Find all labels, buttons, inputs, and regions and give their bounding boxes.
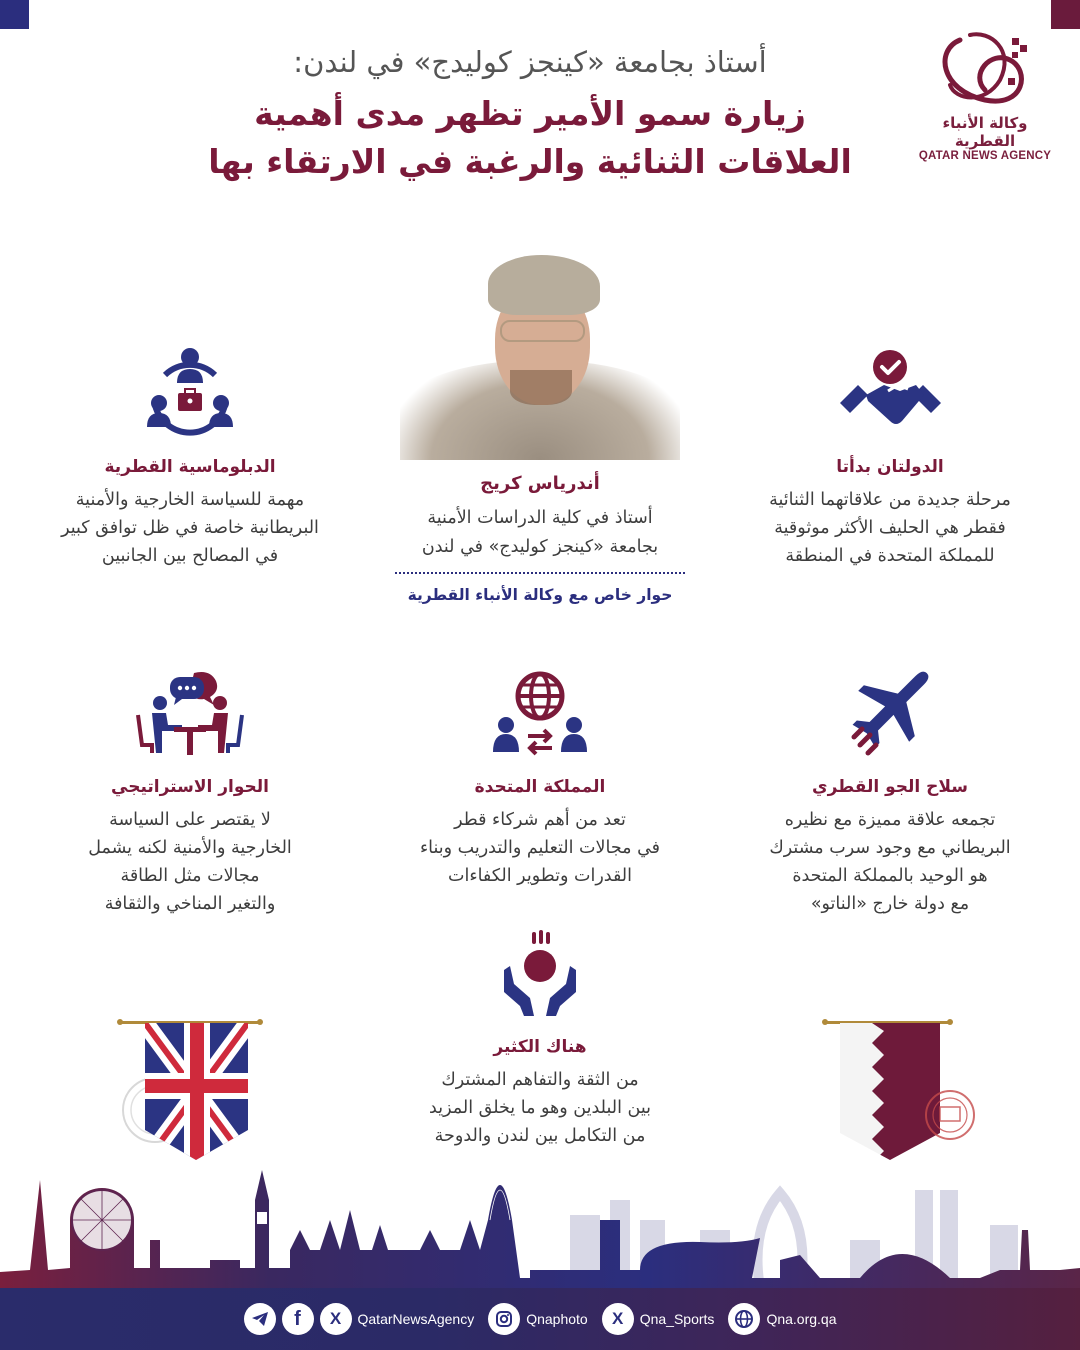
interviewee-photo	[390, 240, 690, 460]
qatar-flag-pennant	[810, 1015, 985, 1169]
card-qatari-diplomacy	[25, 330, 355, 570]
x-icon[interactable]: X	[320, 1303, 352, 1335]
card-states-began	[725, 330, 1055, 570]
corner-accent-navy	[0, 0, 29, 29]
card-strategic-dialogue	[25, 650, 355, 918]
hands-holding-icon	[375, 915, 705, 1020]
card-body: تعد من أهم شركاء قطر في مجالات التعليم والتدريب وبناء القدرات وتطوير الكفاءات	[419, 810, 661, 886]
social-handle[interactable]: Qna.org.qa	[766, 1311, 837, 1327]
card-body: مهمة للسياسة الخارجية والأمنية البريطانية خاصة في ظل توافق كبير في المصالح بين الجانبين	[61, 490, 319, 566]
card-united-kingdom	[375, 650, 705, 890]
card-title: المملكة المتحدة	[474, 777, 606, 797]
uk-flag-pennant	[100, 1015, 275, 1169]
card-title: الحوار الاستراتيجي	[111, 777, 269, 797]
card-body: مرحلة جديدة من علاقاتهما الثنائية فقطر هي الحليف الأكثر موثوقية للمملكة المتحدة في المنطقة	[769, 490, 1011, 566]
global-exchange-icon	[375, 650, 705, 760]
card-title: سلاح الجو القطري	[812, 777, 968, 797]
interviewee	[390, 240, 690, 608]
x-icon[interactable]: X	[602, 1303, 634, 1335]
interviewee-name: أندرياس كريج	[480, 473, 600, 494]
card-there-is-much	[375, 915, 705, 1150]
social-group-website	[728, 1303, 836, 1335]
card-title: الدبلوماسية القطرية	[104, 457, 276, 477]
logo-name-english: QATAR NEWS AGENCY	[918, 150, 1052, 162]
interview-note: حوار خاص مع وكالة الأنباء القطرية	[407, 586, 673, 604]
card-qatari-air-force	[725, 650, 1055, 918]
interviewee-role: أستاذ في كلية الدراسات الأمنية بجامعة «كينجز كوليدج» في لندن	[421, 508, 659, 557]
social-group-qnaphoto	[488, 1303, 588, 1335]
headline-line-1: زيارة سمو الأمير تظهر مدى أهمية	[254, 94, 806, 133]
social-handle[interactable]: QatarNewsAgency	[357, 1311, 475, 1327]
social-handle[interactable]: Qna_Sports	[639, 1311, 715, 1327]
headline	[180, 90, 880, 186]
card-body: تجمعه علاقة مميزة مع نظيره البريطاني مع وجود سرب مشترك هو الوحيد بالمملكة المتحدة مع دولة خارج «الناتو»	[769, 810, 1011, 914]
globe-icon[interactable]	[728, 1303, 760, 1335]
qna-emblem-icon	[930, 30, 1040, 110]
divider-dotted	[395, 572, 685, 574]
social-handle[interactable]: Qnaphoto	[526, 1311, 588, 1327]
social-group-qatarnewsagency	[244, 1303, 475, 1335]
logo-name-arabic: وكالة الأنباء القطرية	[942, 114, 1028, 150]
card-title: هناك الكثير	[493, 1037, 587, 1057]
social-group-qna-sports	[602, 1303, 715, 1335]
header-kicker: أستاذ بجامعة «كينجز كوليدج» في لندن:	[293, 45, 767, 79]
handshake-check-icon	[725, 330, 1055, 440]
footer-social-bar	[0, 1288, 1080, 1350]
headline-line-2: العلاقات الثنائية والرغبة في الارتقاء بها	[208, 142, 852, 181]
header	[180, 40, 880, 186]
telegram-icon[interactable]	[244, 1303, 276, 1335]
instagram-icon[interactable]	[488, 1303, 520, 1335]
diplomacy-network-icon	[25, 330, 355, 440]
card-title: الدولتان بدأتا	[836, 457, 944, 477]
facebook-icon[interactable]: f	[282, 1303, 314, 1335]
london-doha-skyline	[0, 1160, 1080, 1288]
airplane-icon	[725, 650, 1055, 760]
dialogue-meeting-icon	[25, 650, 355, 760]
corner-accent-maroon	[1051, 0, 1080, 29]
card-body: لا يقتصر على السياسة الخارجية والأمنية لكنه يشمل مجالات مثل الطاقة والتغير المناخي والثقافة	[88, 810, 292, 914]
qna-logo	[910, 30, 1060, 162]
card-body: من الثقة والتفاهم المشترك بين البلدين وهو ما يخلق المزيد من التكامل بين لندن والدوحة	[429, 1070, 651, 1146]
